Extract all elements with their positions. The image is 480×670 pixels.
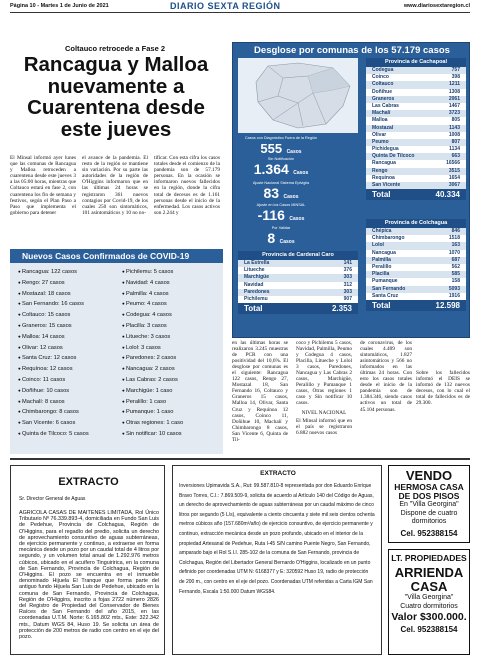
- table-row: [366, 250, 466, 257]
- ad3-phone: Cel. 952388154: [400, 528, 458, 538]
- table-row: [366, 168, 466, 175]
- comuna-name: Graneros: [372, 95, 395, 102]
- comuna-value: 1211: [449, 81, 460, 88]
- nuevos-list-left: [18, 267, 89, 440]
- article-col-1: El Minsal informó ayer lunes que las comunas de Rancagua y Malloa retroceden a cuarentena desde este jueves 3 a las 05:00 horas, mientras que Coltauco estará en fase 2, con cuarentena los fin de semana y festivos, según el Plan Paso a Paso que implementa el gobierno para detener: [10, 155, 76, 216]
- classified-vendo-casa: VENDO HERMOSA CASA DE DOS PISOS En "Villa Georgina" Dispone de cuatro dormitorios Cel. 952388154: [388, 465, 470, 543]
- list-item: ● Peumo: 4 casos: [122, 299, 183, 310]
- comuna-value: 303: [343, 288, 352, 295]
- table-row: [366, 264, 466, 271]
- map-icon: [238, 58, 358, 133]
- comuna-name: Requinoa: [372, 174, 395, 181]
- table-row: [366, 67, 466, 74]
- ad1-body: AGRICOLA CASAS DE MAITENES LIMITADA, Rol Único Tributario Nº 76.339.893-4, domiciliada en Fundo San Luis de Pedehue, Provincia de Colchagua, Región de O'Higgins, para el regadío del predio, solicita un derecho de aprovechamiento consuntivo de aguas subterráneas, de ejercicio permanente y continuo, a extraerse en forma mecánica desde un pozo por un caudal total de 4 litros por segundo, y un volumen total anual de 1.292.976 metros cúbicos, ubicado en el acuífero Tinguiririca, en la comuna de San Fernando, Provincia de Colchagua, Región de O'Higgins. El pozo se encuentra en el inmueble denominado Hijuela El Tranque que forma parte del antiguo fundo Hijuela San Luis de Pedehue, ubicado en la comuna de San Fernando, Provincia de Colchagua, Región de O'Higgins, inscrito a fojas 2722 número 2826 del Registro de Propiedad del Conservador de Bienes Raíces de San Fernando del año 2015, en las coordenadas U.T.M. Norte: 6.165.802 mts., Este: 322.342 mts., Datum WGS 84, Huso 19. Se solicita un área de protección de 200 metros de radio con centro en el eje del pozo.: [19, 510, 159, 641]
- stat-sin-notificacion: Sin Notificación 1.364 Casos: [253, 157, 309, 178]
- classifieds-divider: [10, 458, 470, 460]
- comuna-value: 585: [451, 271, 460, 278]
- comuna-value: 163: [451, 242, 460, 249]
- comuna-name: Nancagua: [372, 249, 396, 256]
- article-kicker: Coltauco retrocede a Fase 2: [64, 44, 166, 53]
- ad2-body: Inversiones Upimavida S.A., Rut: 99.587.810-8 representada por don Eduardo Enrique Bravo Torres, C.I.: 7.869.509-9, solicita de acuerdo al Artículo 140 del Código de Aguas, un derecho de aprovechamiento de aguas subterráneas por un caudal máximo de cinco litros por segundo (5 L/s), equivalente a ciento cincuenta y siete mil seis cientos ochenta metros cúbicos año (157.680m³/año) de ejercicio consuntivo, de ejercicio permanente y continuo, extracción mecánica desde un pozo profundo, ubicado en el interior de la propiedad Artesanal de Pedehue, Ruta I-45 S/N camino Puente Negro, San Fernando, amparado bajo el Rol S.I.I. 285-102 de la comuna de San Fernando, provincia de Colchagua, Región del Libertador General Bernardo O'Higgins, localizado en un punto definido por coordenadas UTM N: 6168377 y E: 320592 Huso 19, radio de protección de 200 m., con centro en el eje del pozo. Coordenadas UTM referidas a Carta IGM San Fernando, Escala 1:50.000 Datum WGS84.: [179, 483, 375, 595]
- comuna-name: Placilla: [372, 271, 390, 278]
- list-item: ● Pumanque: 1 caso: [122, 407, 183, 418]
- newspaper-name: DIARIO SEXTA REGIÓN: [170, 1, 281, 11]
- table-cachapoal: Provincia de Cachapoal Codegua 757 Coinco 398 Coltauco 1211 Doñihue 1308 Graneros 2061 Las Cabras 1467 Machalí 3723 Malloa 805 Mostazal 1143 Olivar 1008 Peumo 807 Pichidegua 1134 Quinta De Tilcoco 663 Rancagua 16566 Rengo 3515 Requinoa 1654 San Vicente 3067 Total 40.334: [366, 58, 466, 200]
- list-item: ● Nancagua: 2 casos: [122, 364, 183, 375]
- stat-fuera-region: Casos con Diagnóstico Fuera de la Región 555 Casos: [244, 136, 318, 157]
- table-row: [238, 267, 358, 274]
- table-row: [366, 117, 466, 124]
- list-item: ● Paredones: 2 casos: [122, 353, 183, 364]
- article-cont-col-2: coco y Pichilemu 5 casos, Navidad, Palmilla, Peumo y Codegua 4 casos, Placilla, Litueche y Lolol 3 casos, Paredones, Nancagua y Las Cabras 2 casos, Marchigüe, Peralillo y Pumanque 1 casos, Otras regiones 1 caso y Sin notificar 10 casos. NIVEL NACIONAL El Minsal informó que en el país se registraron 6.882 nuevos casos: [296, 340, 352, 436]
- nuevos-list-right: [122, 267, 183, 440]
- table-row: [366, 96, 466, 103]
- list-item: ● Machalí: 8 casos: [18, 397, 89, 408]
- comuna-name: Santa Cruz: [372, 292, 399, 299]
- comuna-name: Las Cabras: [372, 102, 399, 109]
- comuna-name: Peralillo: [372, 263, 392, 270]
- article-body: [10, 155, 223, 247]
- table-row: [366, 278, 466, 285]
- stat-por-validar: Por Validar 8 Casos: [267, 226, 295, 247]
- header-divider: [10, 12, 470, 13]
- comuna-value: 687: [451, 256, 460, 263]
- comuna-name: San Fernando: [372, 285, 406, 292]
- list-item: ● Codegua: 4 casos: [122, 310, 183, 321]
- cachapoal-total: Total 40.334: [366, 189, 466, 200]
- table-row: [366, 74, 466, 81]
- comuna-name: Paredones: [244, 288, 270, 295]
- comuna-value: 1916: [448, 292, 460, 299]
- table-row: [366, 257, 466, 264]
- stat-ajuste-minsal: Ajuste en los Casos MINSAL -116 Casos: [256, 203, 306, 224]
- comuna-value: 757: [451, 67, 460, 73]
- comuna-value: 1134: [449, 146, 460, 153]
- table-row: [366, 146, 466, 153]
- comuna-name: Navidad: [244, 281, 264, 288]
- list-item: ● Doñihue: 10 casos: [18, 386, 89, 397]
- list-item: ● Otras regiones: 1 caso: [122, 418, 183, 429]
- table-row: [238, 289, 358, 296]
- classified-extracto-1: [10, 465, 165, 655]
- article-col-3: tificar. Con esta cifra los casos totales desde el comienzo de la pandemia son de 57.179 personas. En la ocasión se informaron nuevos fallecidos en la región, donde la cifra total de decesos es de 1.161 personas desde el inicio de la enfermedad. Los casos activos son 2.244 y: [154, 155, 220, 216]
- list-item: ● San Vicente: 6 casos: [18, 418, 89, 429]
- table-row: [238, 274, 358, 281]
- page-header: [0, 0, 480, 12]
- nivel-nacional-subhead: NIVEL NACIONAL: [301, 409, 347, 416]
- ad1-title: EXTRACTO: [58, 476, 119, 488]
- article-headline: Rancagua y Malloa nuevamente a Cuarentena desde este jueves: [23, 53, 209, 141]
- ad4-price: Valor $300.000.: [391, 611, 467, 623]
- article-col-2: el avance de la pandemia. El resto de la región se mantiene sin variación. Por su parte las autoridades de la región de O'Higgins informaron que en las últimas 24 horas se registraron 361 nuevos contagios por Covid-19, de los cuales 250 son sintomáticos, 101 asintomáticos y 10 no no-: [82, 155, 148, 216]
- comuna-value: 158: [451, 278, 460, 285]
- comuna-value: 1518: [448, 235, 460, 242]
- infographic-title: Desglose por comunas de los 57.179 casos: [254, 45, 450, 56]
- table-colchagua: Provincia de Colchagua Chépica 846 Chimbarongo 1518 Lolol 163 Nancagua 1070 Palmilla 687 Peralillo 562 Placilla 585 Pumanque 158 San Fernando 5093 Santa Cruz 1916 Total 12.598: [366, 219, 466, 311]
- nuevos-casos-box: [10, 249, 223, 454]
- colchagua-total: Total 12.598: [366, 300, 466, 311]
- table-row: [366, 103, 466, 110]
- table-row: [366, 139, 466, 146]
- covid-infographic: [232, 42, 470, 338]
- table-row: [366, 81, 466, 88]
- article-cont-col-3: de coronavirus, de los cuales 4.409 son sintomáticos, 1.827 asintomáticos y 566 no informados en las últimas 24 horas. Con esto los casos totales desde el inicio de la pandemia son de 1.384.346, siendo casos activos un total de 45.104 personas.: [360, 340, 412, 413]
- list-item: ● Graneros: 15 casos: [18, 321, 89, 332]
- ad4-phone: Cel. 952388154: [400, 625, 458, 634]
- table-row: [366, 228, 466, 235]
- comuna-value: 1143: [449, 124, 460, 131]
- comuna-value: 805: [451, 117, 460, 124]
- table-row: [238, 260, 358, 267]
- list-item: ● Lolol: 3 casos: [122, 343, 183, 354]
- comuna-name: Coltauco: [372, 81, 394, 88]
- list-item: ● Rancagua: 122 casos: [18, 267, 89, 278]
- comuna-name: Peumo: [372, 138, 389, 145]
- comuna-value: 1654: [448, 174, 460, 181]
- table-cardenal-caro: Provincia de Cardenal Caro La Estrella 141 Litueche 376 Marchigüe 303 Navidad 312 Paredones 303 Pichilemu 907 Total 2.353: [238, 251, 358, 314]
- comuna-name: Pichilemu: [244, 295, 268, 302]
- list-item: ● Olivar: 12 casos: [18, 343, 89, 354]
- list-item: ● San Fernando: 16 casos: [18, 299, 89, 310]
- comuna-value: 398: [451, 74, 460, 81]
- comuna-name: Palmilla: [372, 256, 391, 263]
- table-row: [366, 125, 466, 132]
- comuna-value: 16566: [446, 160, 460, 167]
- comuna-value: 2061: [448, 95, 460, 102]
- comuna-name: Pumanque: [372, 278, 398, 285]
- comuna-value: 3067: [448, 182, 460, 188]
- list-item: ● Chimbarongo: 8 casos: [18, 407, 89, 418]
- table-row: [366, 271, 466, 278]
- list-item: ● Rengo: 27 casos: [18, 278, 89, 289]
- list-item: ● Placilla: 3 casos: [122, 321, 183, 332]
- table-row: [238, 282, 358, 289]
- comuna-name: Machalí: [372, 110, 391, 117]
- table-row: [366, 235, 466, 242]
- ad1-recipient: Sr. Director General de Aguas: [19, 496, 86, 502]
- table-row: [366, 89, 466, 96]
- list-item: ● Las Cabras: 2 casos: [122, 375, 183, 386]
- comuna-name: Litueche: [244, 267, 265, 274]
- comuna-name: San Vicente: [372, 182, 401, 188]
- comuna-value: 312: [343, 281, 352, 288]
- comuna-value: 907: [343, 295, 352, 302]
- comuna-value: 376: [343, 267, 352, 274]
- comuna-value: 562: [451, 263, 460, 270]
- comuna-name: Marchigüe: [244, 274, 270, 281]
- table-row: [366, 242, 466, 249]
- stat-ajuste-nacional: Ajuste Nacional Sistema Epivigila 83 Casos: [252, 181, 310, 202]
- list-item: ● Pichilemu: 5 casos: [122, 267, 183, 278]
- nuevos-casos-title: Nuevos Casos Confirmados de COVID-19: [10, 249, 223, 263]
- table-row: [366, 132, 466, 139]
- list-item: ● Sin notificar: 10 casos: [122, 429, 183, 440]
- table-row: [366, 153, 466, 160]
- comuna-name: Olivar: [372, 131, 387, 138]
- article-cont-col-4: Sobre los fallecidos informó el DEIS se informó de 132 nuevos decesos, con lo cual el total de fallecidos es de 29.300.: [416, 370, 470, 407]
- comuna-name: Coinco: [372, 74, 389, 81]
- list-item: ● Litueche: 3 casos: [122, 332, 183, 343]
- comuna-value: 303: [343, 274, 352, 281]
- comuna-value: 1308: [448, 88, 460, 95]
- comuna-name: Codegua: [372, 67, 394, 73]
- comuna-value: 1467: [448, 102, 460, 109]
- classified-arrienda-casa: LT. PROPIEDADES ARRIENDA CASA "Villa Georgina" Cuatro dormitorios Valor $300.000. Cel. 952388154: [388, 549, 470, 655]
- ad2-title: EXTRACTO: [260, 470, 296, 477]
- list-item: ● Malloa: 14 casos: [18, 332, 89, 343]
- cardenal-caro-total: Total 2.353: [238, 303, 358, 314]
- list-item: ● Coinco: 11 casos: [18, 375, 89, 386]
- comuna-name: Chimbarongo: [372, 235, 405, 242]
- comuna-name: Rengo: [372, 167, 388, 174]
- comuna-name: Malloa: [372, 117, 388, 124]
- comuna-value: 663: [451, 153, 460, 160]
- list-item: ● Coltauco: 15 casos: [18, 310, 89, 321]
- comuna-name: Rancagua: [372, 160, 396, 167]
- list-item: ● Peralillo: 1 caso: [122, 397, 183, 408]
- comuna-name: Quinta De Tilcoco: [372, 153, 415, 160]
- classified-extracto-2: [172, 465, 382, 655]
- website-link[interactable]: www.diariosextaregion.cl: [403, 3, 470, 9]
- comuna-value: 846: [451, 228, 460, 234]
- page-info: Página 10 - Martes 1 de Junio de 2021: [10, 3, 109, 9]
- comuna-value: 1008: [448, 131, 460, 138]
- list-item: ● Requínoa: 12 casos: [18, 364, 89, 375]
- list-item: ● Quinta de Tilcoco: 5 casos: [18, 429, 89, 440]
- comuna-name: Lolol: [372, 242, 384, 249]
- comuna-value: 3515: [448, 167, 460, 174]
- table-row: [366, 160, 466, 167]
- comuna-value: 807: [451, 138, 460, 145]
- comuna-value: 3723: [448, 110, 460, 117]
- comuna-name: Doñihue: [372, 88, 392, 95]
- article-cont-col-1: en las últimas horas se realizaron 3.245 muestras de PCR con una positividad del 10,6%. El desglose por comunas es el siguiente: Rancagua 122 casos, Rengo 27, Mostazal 18, San Fernando 16, Coltauco y Graneros 15 casos, Malloa 14, Olivar, Santa Cruz y Requínoa 12 casos, Coinco 11, Doñihue 10, Machalí y Chimbarongo 8 casos, San Vicente 6, Quinta de Til-: [232, 340, 288, 443]
- table-row: [366, 293, 466, 300]
- comuna-name: Chépica: [372, 228, 392, 234]
- list-item: ● Mostazal: 18 casos: [18, 289, 89, 300]
- comuna-name: Mostazal: [372, 124, 394, 131]
- list-item: ● Marchigüe: 1 caso: [122, 386, 183, 397]
- table-row: [366, 286, 466, 293]
- comuna-value: 5093: [448, 285, 460, 292]
- list-item: ● Palmilla: 4 casos: [122, 289, 183, 300]
- region-map: [238, 58, 358, 133]
- comuna-name: Pichidegua: [372, 146, 399, 153]
- table-row: [366, 182, 466, 189]
- table-row: [238, 296, 358, 303]
- comuna-value: 141: [343, 260, 352, 266]
- table-row: [366, 175, 466, 182]
- list-item: ● Santa Cruz: 12 casos: [18, 353, 89, 364]
- comuna-value: 1070: [448, 249, 460, 256]
- list-item: ● Navidad: 4 casos: [122, 278, 183, 289]
- comuna-name: La Estrella: [244, 260, 270, 266]
- table-row: [366, 110, 466, 117]
